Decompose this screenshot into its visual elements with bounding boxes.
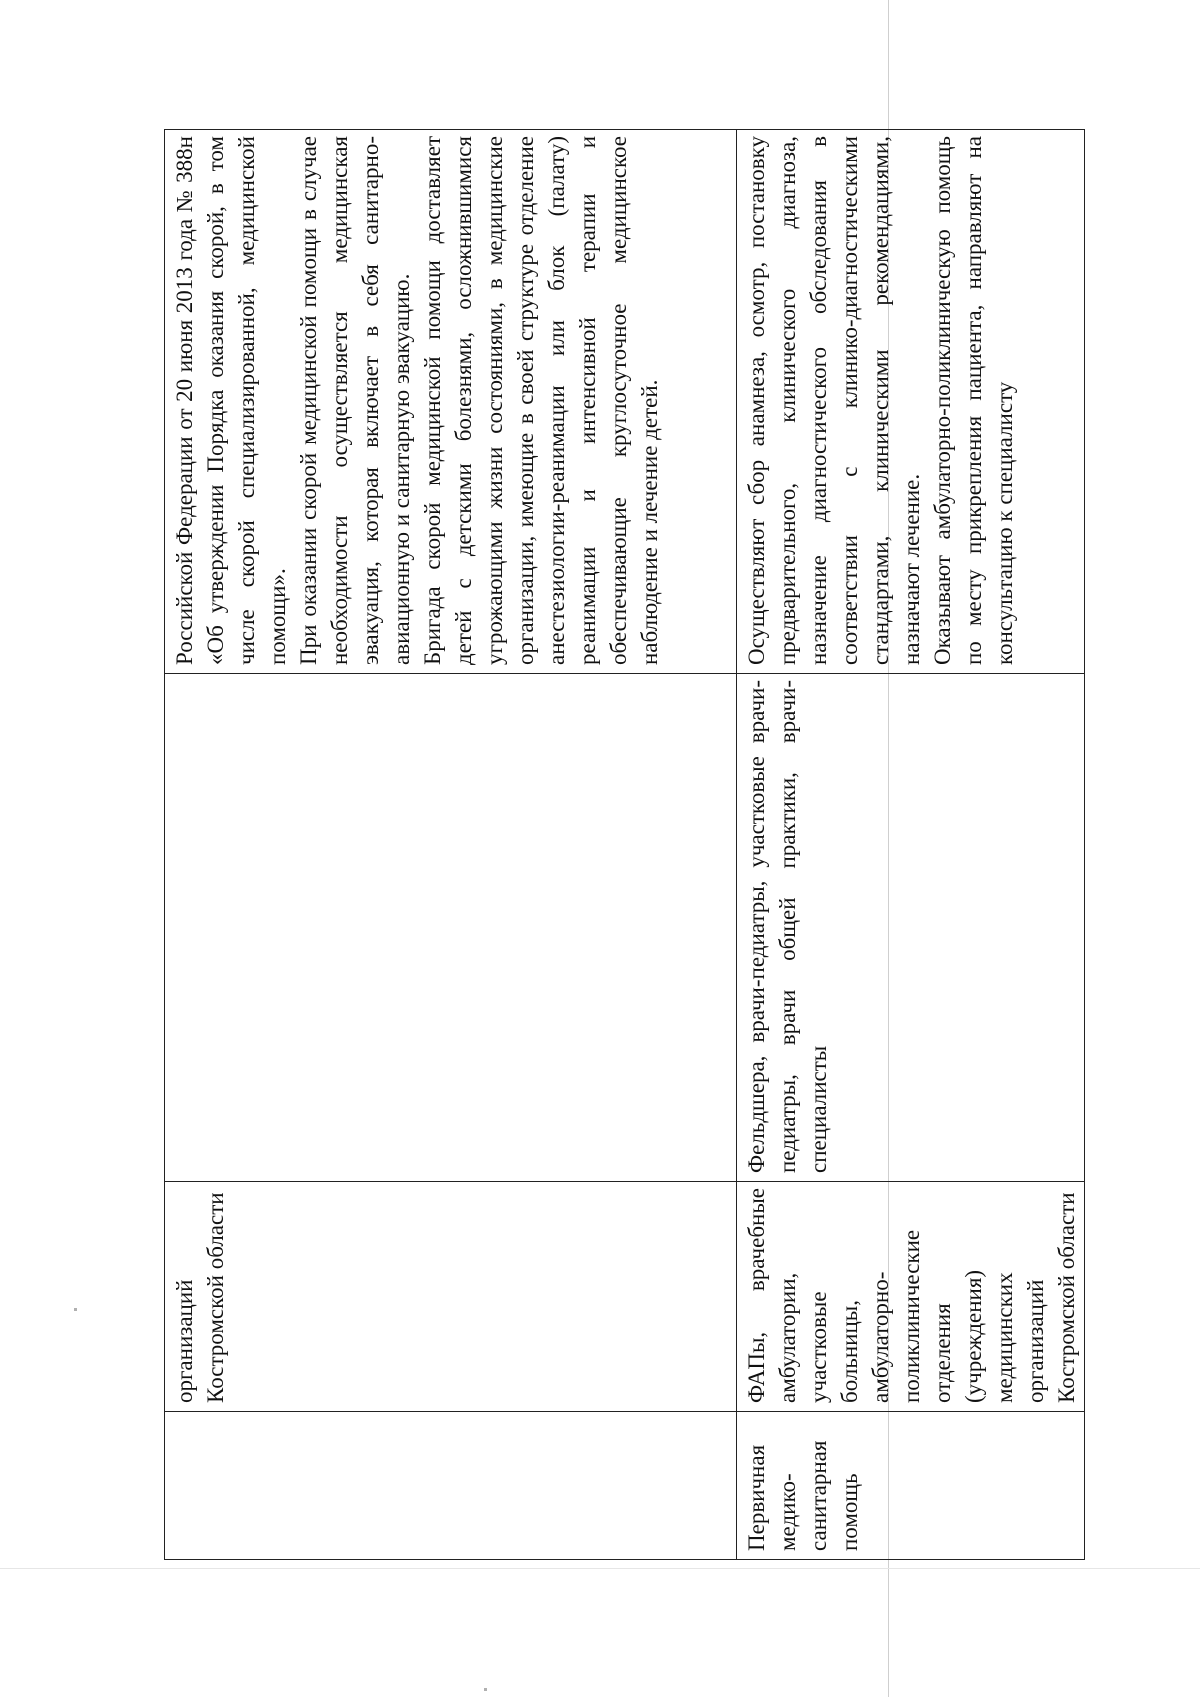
organizations-line: Костромской области	[203, 1192, 228, 1403]
scan-speck	[74, 1308, 77, 1311]
organizations-text: ФАПы, врачебные амбулатории, участковые больницы, амбулаторно-поликлинические отделения (учреждения) медицинских организаций Костромской области	[744, 1188, 1079, 1403]
care-levels-table	[164, 129, 1085, 1560]
table-row	[737, 130, 1085, 1560]
description-paragraph: Осуществляют сбор анамнеза, осмотр, постановку предварительного, клинического диагноза, назначение диагностического обследования в соответствии с клинико-диагностическими стандартами, клиническими рекомендациями, назначают лечение.	[744, 136, 924, 665]
description-paragraph: Оказывают амбулаторно-поликлиническую помощь по месту прикрепления пациента, направляют на консультацию к специалисту	[930, 136, 1017, 665]
description-paragraph: Российской Федерации от 20 июня 2013 года № 388н «Об утверждении Порядка оказания скорой, в том числе скорой специализированной, медицинской помощи».	[172, 136, 290, 665]
staff-cell	[737, 674, 1085, 1182]
care-type-cell	[737, 1412, 1085, 1560]
rotated-table-region	[164, 130, 1079, 1560]
description-cell	[165, 130, 737, 674]
care-type-text: Первичная медико-санитарная помощь	[744, 1440, 862, 1551]
staff-text: Фельдшера, врачи-педиатры, участковые врачи-педиатры, врачи общей практики, врачи-специалисты	[744, 680, 831, 1173]
scan-speck	[484, 1688, 487, 1691]
organizations-line: организаций	[172, 1279, 197, 1403]
organizations-cell	[737, 1182, 1085, 1412]
table-row	[165, 130, 737, 1560]
scan-artifact-line	[0, 1568, 1200, 1569]
staff-cell	[165, 674, 737, 1182]
description-cell	[737, 130, 1085, 674]
organizations-cell	[165, 1182, 737, 1412]
description-paragraph: Бригада скорой медицинской помощи доставляет детей с детскими болезнями, осложнившимися угрожающими жизни состояниями, в медицинские организации, имеющие в своей структуре отделение анестезиологии-реанимации или блок (палату) реанимации и интенсивной терапии и обеспечивающие круглосуточное медицинское наблюдение и лечение детей.	[420, 136, 662, 665]
care-type-cell	[165, 1412, 737, 1560]
description-paragraph: При оказании скорой медицинской помощи в случае необходимости осуществляется медицинская эвакуация, которая включает в себя санитарно-авиационную и санитарную эвакуацию.	[296, 136, 414, 665]
